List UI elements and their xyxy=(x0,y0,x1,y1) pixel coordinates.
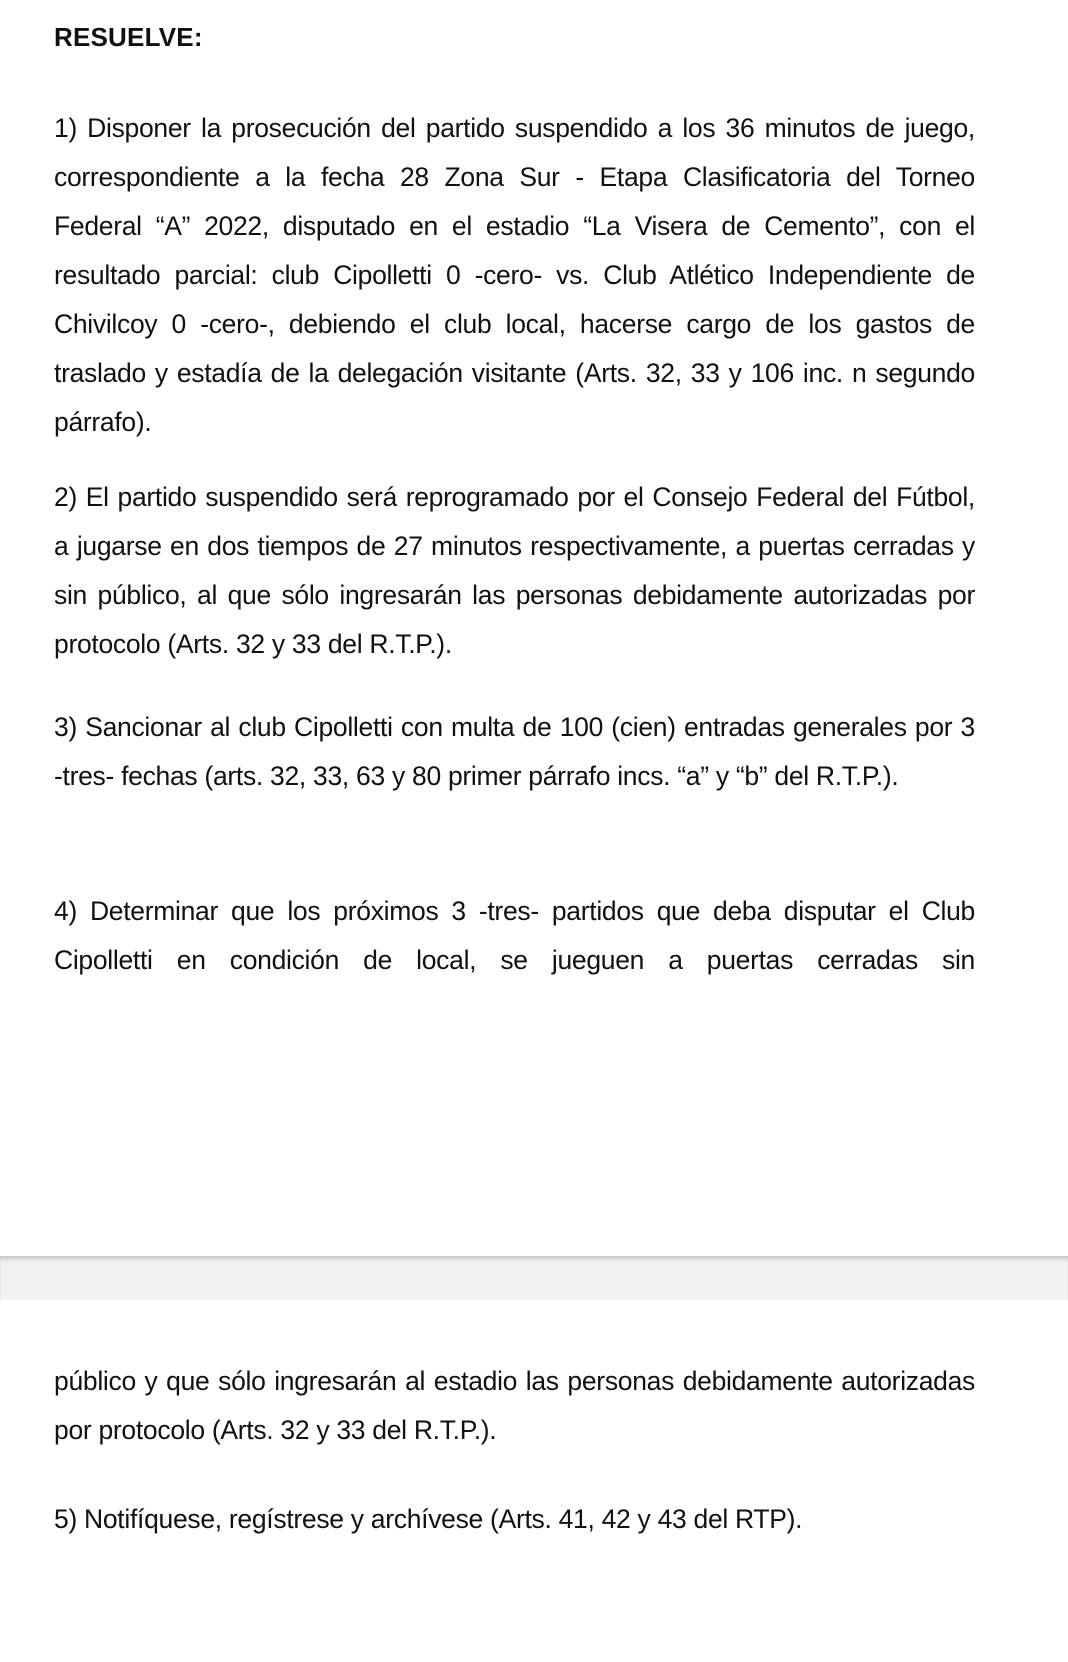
page-break xyxy=(0,1256,1068,1301)
resolution-item-3: 3) Sancionar al club Cipolletti con multa de 100 (cien) entradas generales por 3 -tres- fechas (arts. 32, 33, 63 y 80 primer párrafo incs. “a” y “b” del R.T.P.). xyxy=(54,712,975,791)
resolution-item-5: 5) Notifíquese, regístrese y archívese (Arts. 41, 42 y 43 del RTP). xyxy=(54,1504,803,1534)
resolution-item-1: 1) Disponer la prosecución del partido suspendido a los 36 minutos de juego, correspondiente a la fecha 28 Zona Sur - Etapa Clasificatoria del Torneo Federal “A” 2022, disputado en el estadio “La Visera de Cemento”, con el resultado parcial: club Cipolletti 0 -cero- vs. Club Atlético Independiente de Chivilcoy 0 -cero-, debiendo el club local, hacerse cargo de los gastos de traslado y estadía de la delegación visitante (Arts. 32, 33 y 106 inc. n segundo párrafo). xyxy=(54,113,975,437)
resolution-item-4-part-1: 4) Determinar que los próximos 3 -tres- partidos que deba disputar el Club Cipolletti en condición de local, se jueguen a puertas cerradas sin xyxy=(54,896,975,975)
document-page-2 xyxy=(0,1300,1068,1662)
resolution-item-4-part-2: público y que sólo ingresarán al estadio las personas debidamente autorizadas por protocolo (Arts. 32 y 33 del R.T.P.). xyxy=(54,1366,975,1445)
resolution-item-2: 2) El partido suspendido será reprogramado por el Consejo Federal del Fútbol, a jugarse en dos tiempos de 27 minutos respectivamente, a puertas cerradas y sin público, al que sólo ingresarán las personas debidamente autorizadas por protocolo (Arts. 32 y 33 del R.T.P.). xyxy=(54,482,975,659)
resolution-heading: RESUELVE: xyxy=(54,22,203,52)
